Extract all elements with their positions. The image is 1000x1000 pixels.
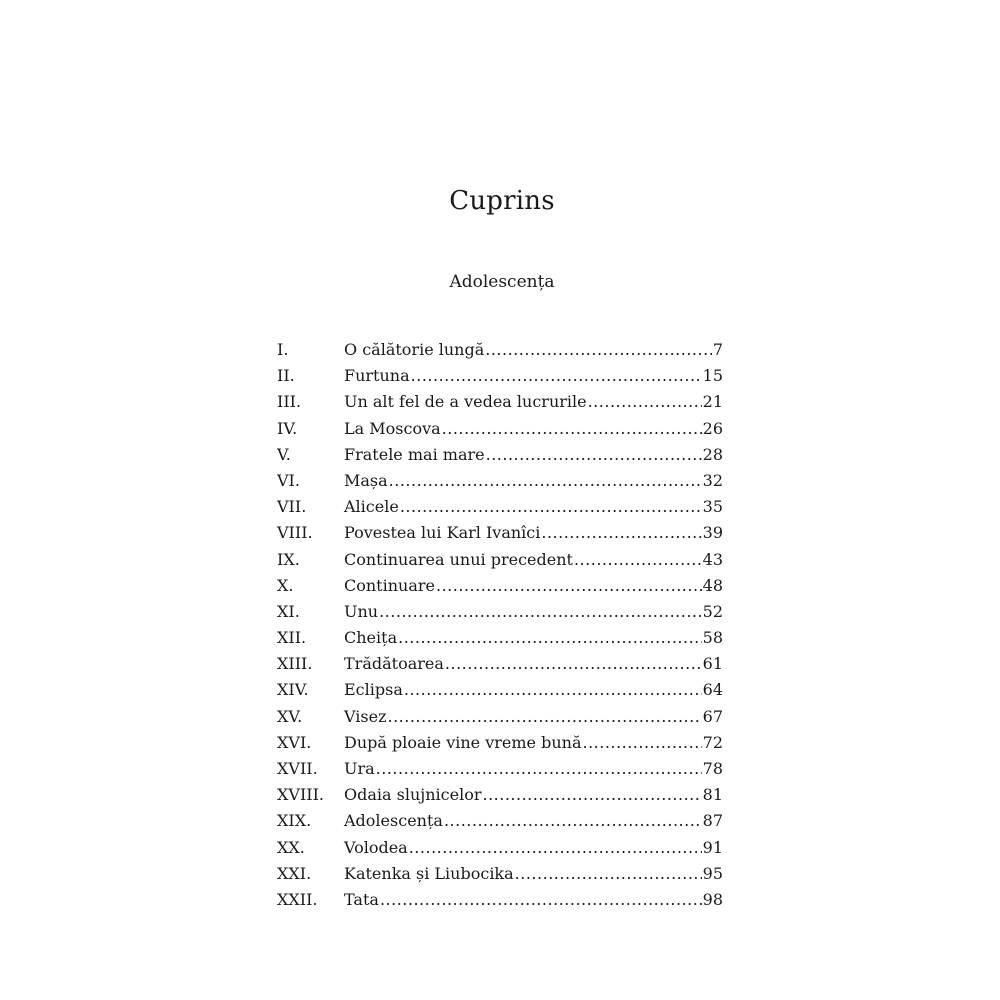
- chapter-title: Mașa: [344, 470, 388, 490]
- chapter-entry: [344, 337, 723, 363]
- page-number: 58: [702, 628, 723, 648]
- section-title: Adolescența: [449, 272, 555, 292]
- toc-entry: [277, 625, 723, 651]
- toc-entry: [277, 520, 723, 546]
- toc-entry: [277, 573, 723, 599]
- chapter-title: Unu: [344, 601, 379, 621]
- page-number: 32: [702, 470, 723, 490]
- chapter-entry: [344, 808, 723, 834]
- chapter-title: Volodea: [344, 837, 408, 857]
- chapter-number: XI.: [277, 601, 300, 621]
- chapter-title: După ploaie vine vreme bună: [344, 732, 582, 752]
- chapter-title: Adolescența: [344, 811, 443, 831]
- chapter-entry: [344, 494, 723, 520]
- dot-leader: [398, 625, 702, 651]
- page-number: 7: [712, 340, 723, 359]
- toc-entry: [277, 704, 723, 730]
- chapter-entry: [344, 468, 723, 494]
- dot-leader: [388, 704, 702, 730]
- toc-entry: [277, 468, 723, 494]
- chapter-number: IX.: [277, 549, 300, 569]
- chapter-title: Fratele mai mare: [344, 444, 485, 464]
- page-number: 52: [702, 601, 723, 621]
- chapter-number: XV.: [277, 706, 303, 726]
- chapter-title: Tata: [344, 889, 379, 909]
- dot-leader: [376, 756, 702, 782]
- chapter-entry: [344, 651, 723, 677]
- chapter-entry: [344, 625, 723, 651]
- dot-leader: [379, 599, 702, 625]
- dot-leader: [574, 547, 702, 573]
- chapter-entry: [344, 861, 723, 887]
- chapter-number: V.: [277, 444, 291, 464]
- table-of-contents: [277, 337, 723, 913]
- chapter-number: I.: [277, 340, 289, 359]
- toc-entry: [277, 599, 723, 625]
- toc-entry: [277, 442, 723, 468]
- dot-leader: [485, 337, 712, 363]
- toc-entry: [277, 730, 723, 756]
- chapter-title: O călătorie lungă: [344, 340, 485, 359]
- dot-leader: [400, 494, 702, 520]
- dot-leader: [380, 887, 702, 913]
- page-number: 67: [702, 706, 723, 726]
- page-number: 61: [702, 654, 723, 674]
- chapter-title: Eclipsa: [344, 680, 403, 700]
- page-number: 35: [702, 497, 723, 517]
- chapter-title: Cheița: [344, 628, 398, 648]
- toc-entry: [277, 389, 723, 415]
- page-number: 98: [702, 889, 723, 909]
- dot-leader: [409, 835, 702, 861]
- chapter-entry: [344, 416, 723, 442]
- dot-leader: [404, 677, 702, 703]
- toc-entry: [277, 808, 723, 834]
- toc-entry: [277, 494, 723, 520]
- chapter-entry: [344, 704, 723, 730]
- chapter-number: XII.: [277, 628, 307, 648]
- chapter-entry: [344, 835, 723, 861]
- chapter-entry: [344, 677, 723, 703]
- dot-leader: [541, 520, 701, 546]
- chapter-title: Un alt fel de a vedea lucrurile: [344, 392, 587, 412]
- chapter-entry: [344, 599, 723, 625]
- chapter-entry: [344, 782, 723, 808]
- toc-entry: [277, 835, 723, 861]
- chapter-entry: [344, 363, 723, 389]
- chapter-entry: [344, 887, 723, 913]
- page-number: 72: [702, 732, 723, 752]
- chapter-number: XIX.: [277, 811, 312, 831]
- chapter-number: VI.: [277, 470, 300, 490]
- chapter-number: XVIII.: [277, 785, 324, 805]
- chapter-title: Povestea lui Karl Ivanîci: [344, 523, 541, 543]
- page-title: Cuprins: [449, 186, 555, 216]
- chapter-number: III.: [277, 392, 302, 412]
- dot-leader: [486, 442, 702, 468]
- chapter-number: X.: [277, 575, 294, 595]
- chapter-number: II.: [277, 366, 295, 386]
- toc-entry: [277, 887, 723, 913]
- chapter-title: Continuarea unui precedent: [344, 549, 573, 569]
- chapter-number: XVI.: [277, 732, 312, 752]
- chapter-number: XIII.: [277, 654, 313, 674]
- dot-leader: [442, 416, 702, 442]
- chapter-number: XXI.: [277, 863, 312, 883]
- toc-entry: [277, 782, 723, 808]
- toc-entry: [277, 651, 723, 677]
- page-number: 43: [702, 549, 723, 569]
- chapter-title: Visez: [344, 706, 387, 726]
- page-number: 87: [702, 811, 723, 831]
- chapter-number: VIII.: [277, 523, 313, 543]
- dot-leader: [482, 782, 701, 808]
- chapter-number: IV.: [277, 418, 298, 438]
- chapter-entry: [344, 442, 723, 468]
- toc-entry: [277, 416, 723, 442]
- dot-leader: [389, 468, 702, 494]
- chapter-entry: [344, 730, 723, 756]
- page-number: 15: [702, 366, 723, 386]
- page-number: 81: [702, 785, 723, 805]
- page-number: 39: [702, 523, 723, 543]
- dot-leader: [444, 808, 702, 834]
- chapter-number: XIV.: [277, 680, 309, 700]
- page-number: 64: [702, 680, 723, 700]
- chapter-title: Continuare: [344, 575, 435, 595]
- chapter-title: Trădătoarea: [344, 654, 444, 674]
- chapter-title: La Moscova: [344, 418, 441, 438]
- dot-leader: [588, 389, 702, 415]
- page-number: 26: [702, 418, 723, 438]
- dot-leader: [445, 651, 702, 677]
- chapter-entry: [344, 756, 723, 782]
- chapter-entry: [344, 547, 723, 573]
- chapter-number: XVII.: [277, 759, 318, 778]
- chapter-entry: [344, 573, 723, 599]
- dot-leader: [436, 573, 702, 599]
- toc-entry: [277, 337, 723, 363]
- page-number: 48: [702, 575, 723, 595]
- chapter-number: VII.: [277, 497, 307, 517]
- chapter-entry: [344, 389, 723, 415]
- page-number: 28: [702, 444, 723, 464]
- chapter-title: Alicele: [344, 497, 399, 517]
- toc-entry: [277, 547, 723, 573]
- page-number: 78: [702, 759, 723, 778]
- chapter-title: Odaia slujnicelor: [344, 785, 482, 805]
- page-number: 91: [702, 837, 723, 857]
- toc-entry: [277, 756, 723, 782]
- chapter-number: XX.: [277, 837, 305, 857]
- chapter-title: Katenka și Liubocika: [344, 863, 514, 883]
- dot-leader: [411, 363, 702, 389]
- toc-entry: [277, 861, 723, 887]
- chapter-entry: [344, 520, 723, 546]
- chapter-title: Ura: [344, 759, 375, 778]
- chapter-number: XXII.: [277, 889, 318, 909]
- chapter-title: Furtuna: [344, 366, 410, 386]
- page-number: 95: [702, 863, 723, 883]
- dot-leader: [515, 861, 702, 887]
- page-number: 21: [702, 392, 723, 412]
- toc-entry: [277, 363, 723, 389]
- toc-entry: [277, 677, 723, 703]
- dot-leader: [583, 730, 702, 756]
